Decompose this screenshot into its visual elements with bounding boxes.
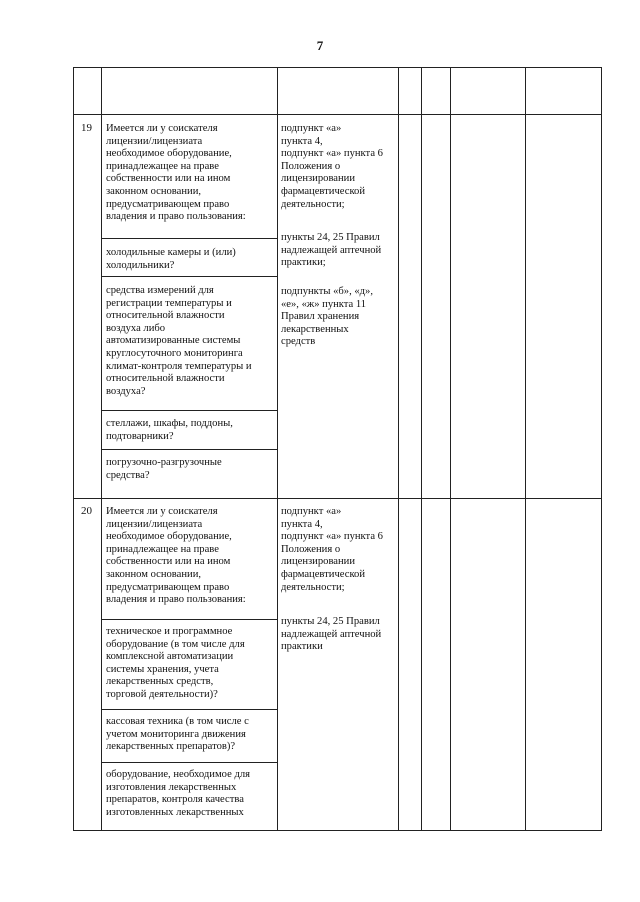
row-number: 19 — [81, 122, 92, 134]
subitem-divider — [101, 238, 278, 239]
row-question: Имеется ли у соискателя лицензии/лицензиата необходимое оборудование, принадлежащее на праве собственности или на ином законном основании, предусматривающем право владения и право пользования: — [106, 123, 246, 223]
reference: пункты 24, 25 Правил надлежащей аптечной практики; — [281, 232, 382, 269]
row-question: Имеется ли у соискателя лицензии/лицензиата необходимое оборудование, принадлежащее на праве собственности или на ином законном основании, предусматривающем право владения и право пользования: — [106, 506, 246, 606]
subitem-divider — [101, 762, 278, 763]
subitem: погрузочно-разгрузочные средства? — [106, 457, 222, 481]
table-border-left — [73, 67, 74, 831]
col-divider — [398, 67, 399, 831]
subitem-divider — [101, 709, 278, 710]
page-number: 7 — [316, 38, 324, 53]
subitem-divider — [101, 619, 278, 620]
reference: пункты 24, 25 Правил надлежащей аптечной практики — [281, 616, 382, 653]
reference: подпункты «б», «д», «е», «ж» пункта 11 Правил хранения лекарственных средств — [281, 286, 374, 348]
subitem: оборудование, необходимое для изготовления лекарственных препаратов, контроля качества изготовленных лекарственных — [106, 769, 250, 818]
table-border-right — [601, 67, 602, 831]
subitem: холодильные камеры и (или) холодильники? — [106, 247, 236, 271]
subitem-divider — [101, 410, 278, 411]
subitem: стеллажи, шкафы, поддоны, подтоварники? — [106, 418, 233, 442]
row-divider — [73, 114, 602, 115]
reference: подпункт «а» пункта 4, подпункт «а» пункта 6 Положения о лицензировании фармацевтической деятельности; — [281, 506, 383, 593]
row-number: 20 — [81, 505, 92, 517]
subitem-divider — [101, 449, 278, 450]
table-border-top — [73, 67, 602, 68]
col-divider — [525, 67, 526, 831]
reference: подпункт «а» пункта 4, подпункт «а» пункта 6 Положения о лицензировании фармацевтической деятельности; — [281, 123, 383, 210]
col-divider — [450, 67, 451, 831]
subitem-divider — [101, 276, 278, 277]
table-border-bottom — [73, 830, 602, 831]
subitem: кассовая техника (в том числе с учетом мониторинга движения лекарственных препаратов)? — [106, 716, 249, 753]
subitem: техническое и программное оборудование (в том числе для комплексной автоматизации системы хранения, учета лекарственных средств, торговой деятельности)? — [106, 626, 245, 700]
row-divider — [73, 498, 602, 499]
subitem: средства измерений для регистрации температуры и относительной влажности воздуха либо автоматизированные системы круглосуточного мониторинга климат-контроля температуры и относительной влажности воздуха? — [106, 285, 252, 397]
col-divider — [421, 67, 422, 831]
